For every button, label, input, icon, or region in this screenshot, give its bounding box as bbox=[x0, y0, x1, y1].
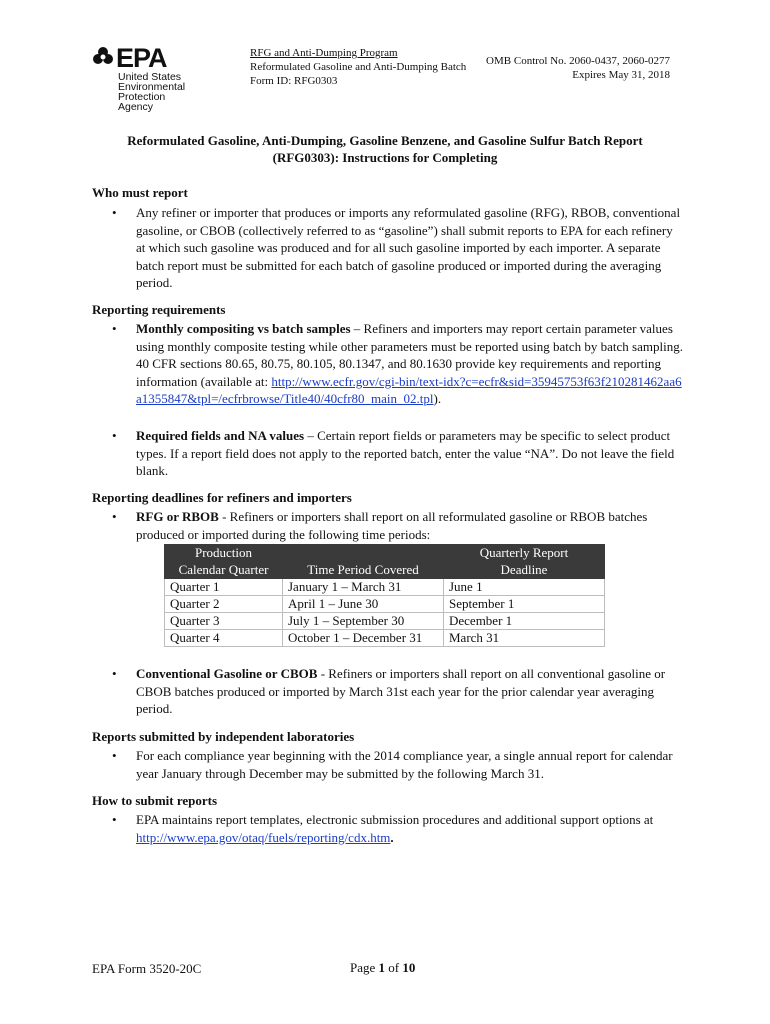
req-paragraph-1: Monthly compositing vs batch samples – Refiners and importers may report certain parameter values using monthly composite testing while other parameters must be reported using batch by batch sampling. 40 CFR sections 80.65, 80.75, 80.105, 80.1347, and 80.1630 provide key requirements and reporting information (available at: http://www.ecfr.gov/cgi-bin/text-idx?c=ecfr&sid=35945753f63f210281462aa6a1355847&tpl=/ecfrbrowse/Title40/40cfr80_main_02.tpl). bbox=[136, 321, 683, 407]
table-row bbox=[165, 596, 605, 613]
heading-how-to-submit: How to submit reports bbox=[92, 793, 218, 808]
bullet-icon: • bbox=[112, 205, 117, 220]
logo-wordmark: EPA bbox=[116, 43, 167, 73]
heading-independent-labs: Reports submitted by independent laboratories bbox=[92, 729, 355, 744]
req-paragraph-2: Required fields and NA values – Certain report fields or parameters may be specific to select product types. If a report field does not apply to the reported batch, enter the value “NA”. Do not leave the field blank. bbox=[136, 428, 675, 479]
labs-paragraph: For each compliance year beginning with the 2014 compliance year, a single annual report for calendar year January through December may be submitted by the following March 31. bbox=[136, 748, 673, 781]
deadlines-paragraph-1: RFG or RBOB - Refiners or importers shall report on all reformulated gasoline or RBOB batches produced or imported during the following time periods: bbox=[136, 509, 648, 542]
cdx-reporting-link[interactable]: http://www.epa.gov/otaq/fuels/reporting/cdx.htm bbox=[136, 829, 391, 845]
table-row bbox=[165, 613, 605, 630]
who-paragraph: Any refiner or importer that produces or imports any reformulated gasoline (RFG), RBOB, conventional gasoline, or CBOB (collectively referred to as “gasoline”) shall submit reports to EPA for each refinery at which such gasoline was produced and for all such gasoline imported by each importer. A separate batch report must be submitted for each batch of gasoline produced or imported during the averaging period. bbox=[136, 205, 681, 291]
heading-reporting-requirements: Reporting requirements bbox=[92, 302, 226, 317]
table-cell: Quarter 3 bbox=[165, 613, 283, 630]
table-cell: June 1 bbox=[444, 579, 605, 596]
form-id: Form ID: RFG0303 bbox=[250, 75, 338, 87]
table-cell: January 1 – March 31 bbox=[283, 579, 444, 596]
epa-logo bbox=[92, 43, 232, 113]
table-header-period: Time Period Covered bbox=[283, 545, 444, 579]
bullet-icon: • bbox=[112, 509, 117, 524]
expiration-date: Expires May 31, 2018 bbox=[572, 69, 670, 81]
table-cell: March 31 bbox=[444, 630, 605, 647]
page-title: Reformulated Gasoline, Anti-Dumping, Gasoline Benzene, and Gasoline Sulfur Batch Report (RFG0303): Instructions for Completing bbox=[127, 133, 643, 165]
table-header-deadline: Quarterly Report Deadline bbox=[444, 545, 605, 579]
ecfr-link[interactable]: http://www.ecfr.gov/cgi-bin/text-idx?c=ecfr&sid=35945753f63f210281462aa6a1355847&tpl=/ecfrbrowse/Title40/40cfr80_main_02.tpl bbox=[136, 373, 682, 407]
heading-reporting-deadlines: Reporting deadlines for refiners and importers bbox=[92, 490, 352, 505]
deadlines-table bbox=[164, 544, 605, 647]
table-cell: October 1 – December 31 bbox=[283, 630, 444, 647]
table-header-row bbox=[165, 545, 605, 579]
submit-paragraph: EPA maintains report templates, electronic submission procedures and additional support options at http://www.epa.gov/otaq/fuels/reporting/cdx.htm. bbox=[136, 812, 654, 845]
table-cell: Quarter 1 bbox=[165, 579, 283, 596]
epa-flower-icon bbox=[92, 46, 114, 68]
table-header-quarter: Production Calendar Quarter bbox=[165, 545, 283, 579]
footer-form-number: EPA Form 3520-20C bbox=[92, 961, 202, 976]
header-omb-info bbox=[470, 54, 670, 82]
page-number: Page 1 of 10 bbox=[350, 960, 416, 975]
deadlines-paragraph-2: Conventional Gasoline or CBOB - Refiners or importers shall report on all conventional gasoline or CBOB batches produced or imported by March 31st each year for the prior calendar year averaging period. bbox=[136, 666, 666, 717]
table-row bbox=[165, 579, 605, 596]
bullet-icon: • bbox=[112, 812, 117, 827]
table-cell: Quarter 4 bbox=[165, 630, 283, 647]
logo-subtitle: United States Environmental Protection Agency bbox=[118, 71, 186, 113]
table-cell: April 1 – June 30 bbox=[283, 596, 444, 613]
bullet-icon: • bbox=[112, 321, 117, 336]
header-form-info bbox=[250, 46, 466, 88]
bullet-icon: • bbox=[112, 428, 117, 443]
table-cell: July 1 – September 30 bbox=[283, 613, 444, 630]
bullet-icon: • bbox=[112, 666, 117, 681]
form-name: Reformulated Gasoline and Anti-Dumping Batch bbox=[250, 61, 467, 73]
table-cell: December 1 bbox=[444, 613, 605, 630]
table-cell: September 1 bbox=[444, 596, 605, 613]
program-name: RFG and Anti-Dumping Program bbox=[250, 47, 398, 59]
heading-who-must-report: Who must report bbox=[92, 185, 188, 200]
bullet-icon: • bbox=[112, 748, 117, 763]
omb-control: OMB Control No. 2060-0437, 2060-0277 bbox=[486, 55, 670, 67]
table-cell: Quarter 2 bbox=[165, 596, 283, 613]
table-row bbox=[165, 630, 605, 647]
